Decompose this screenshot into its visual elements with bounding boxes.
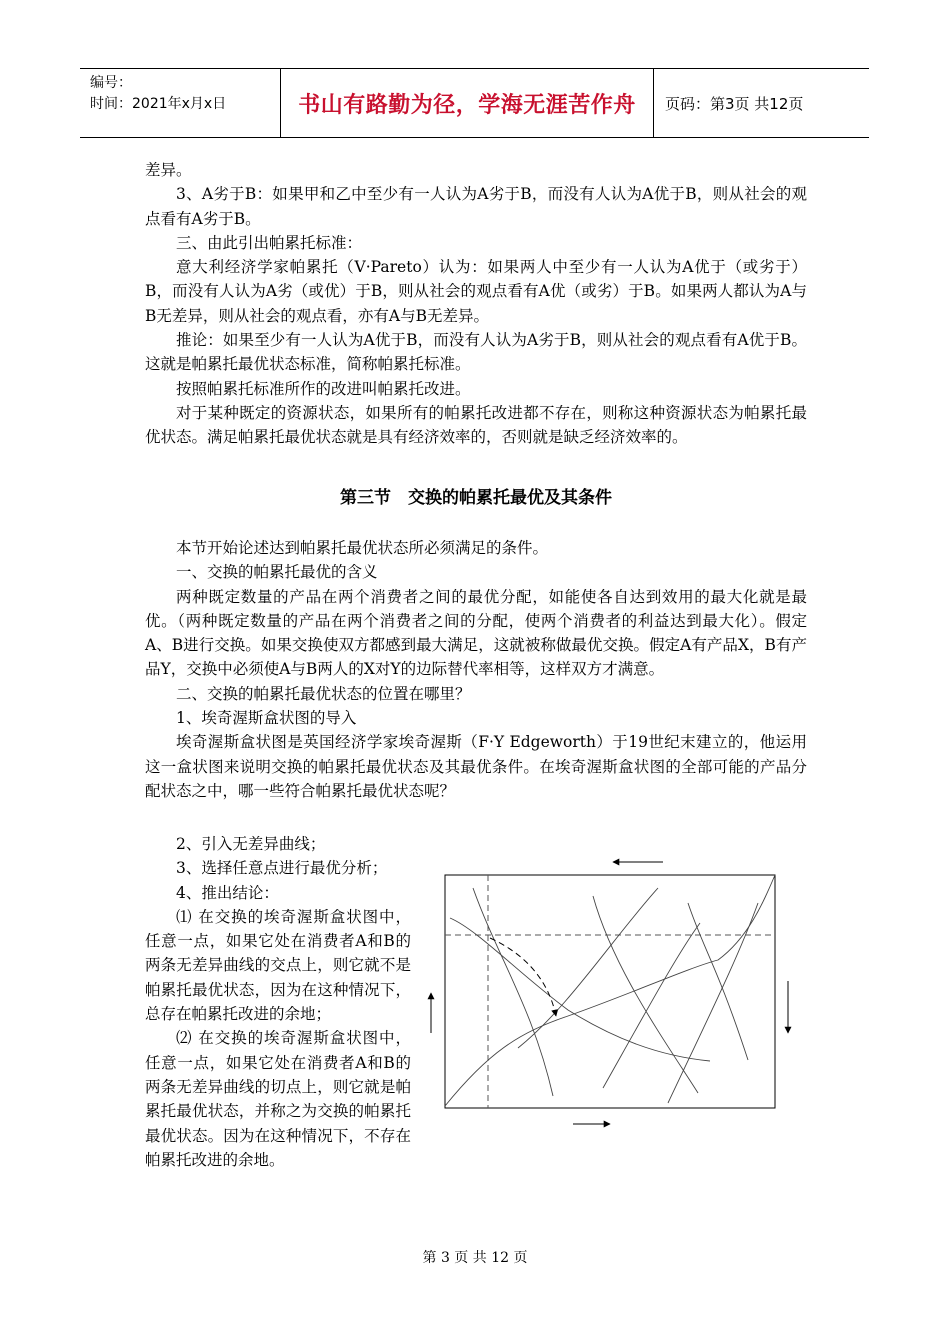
paragraph: 埃奇渥斯盒状图是英国经济学家埃奇渥斯（F·Y Edgeworth）于19世纪末建立的，他运用这一盒状图来说明交换的帕累托最优状态及其最优条件。在埃奇渥斯盒状图的全部可能的产品分配状态之中，哪一些符合帕累托最优状态呢？	[145, 733, 807, 800]
paragraph: 2、引入无差异曲线；	[176, 835, 326, 853]
section-text-block	[145, 536, 807, 803]
box-frame	[445, 875, 775, 1108]
indifference-curve-a	[593, 896, 698, 1093]
paragraph: 对于某种既定的资源状态，如果所有的帕累托改进都不存在，则称这种资源状态为帕累托最优状态。满足帕累托最优状态就是具有经济效率的，否则就是缺乏经济效率的。	[145, 403, 807, 447]
date-label: 时间：2021年x月x日	[90, 96, 227, 112]
header-meta	[80, 69, 280, 137]
indifference-curve-b	[518, 888, 658, 1048]
page-footer: 第 3 页 共 12 页	[422, 1250, 528, 1266]
paragraph: 三、由此引出帕累托标准：	[176, 233, 363, 252]
paragraph: 1、埃奇渥斯盒状图的导入	[176, 709, 357, 728]
header-motto: 书山有路勤为径，学海无涯苦作舟	[298, 91, 636, 118]
edgeworth-box-diagram	[418, 848, 808, 1138]
paragraph: 本节开始论述达到帕累托最优状态所必须满足的条件。	[176, 539, 549, 557]
indifference-curve-a	[450, 918, 710, 1061]
contract-curve	[445, 875, 775, 1106]
paragraph: 4、推出结论：	[176, 883, 279, 902]
paragraph: 3、选择任意点进行最优分析；	[176, 859, 388, 878]
paragraph: 按照帕累托标准所作的改进叫帕累托改进。	[176, 379, 471, 398]
paragraph: 3、A劣于B：如果甲和乙中至少有一人认为A劣于B，而没有人认为A优于B，则从社会的观点看有A劣于B。	[145, 185, 807, 228]
paragraph: 两种既定数量的产品在两个消费者之间的最优分配，如能使各自达到效用的最大化就是最优。（两种既定数量的产品在两个消费者之间的分配，使两个消费者的利益达到最大化）。假定A、B进行交换。如果交换使双方都感到最大满足，这就被称做最优交换。假定A有产品X，B有产品Y，交换中必须使A与B两人的X对Y的边际替代率相等，这样双方才满意。	[145, 587, 807, 679]
paragraph: 一、交换的帕累托最优的含义	[176, 563, 378, 582]
section-title: 第三节 交换的帕累托最优及其条件	[340, 488, 612, 508]
indifference-curve-b	[603, 923, 700, 1088]
paragraph: 推论：如果至少有一人认为A优于B，而没有人认为A劣于B，则从社会的观点看有A优于B。这就是帕累托最优状态标准，简称帕累托标准。	[145, 331, 807, 374]
header-divider	[653, 69, 654, 137]
serial-label: 编号：	[90, 75, 132, 91]
paragraph: 二、交换的帕累托最优状态的位置在哪里？	[176, 684, 471, 703]
header-page-info: 页码：第3页 共12页	[665, 95, 804, 113]
paragraph: 意大利经济学家帕累托（V·Pareto）认为：如果两人中至少有一人认为A优于（或劣于）B，而没有人认为A劣（或优）于B，则从社会的观点看有A优（或劣）于B。如果两人都认为A与B无差异，则从社会的观点看，亦有A与B无差异。	[145, 258, 807, 325]
left-column-text	[145, 832, 411, 1172]
page-header	[80, 68, 869, 138]
top-text-block	[145, 158, 807, 450]
paragraph: 差异。	[145, 161, 192, 179]
paragraph: ⑵ 在交换的埃奇渥斯盒状图中，任意一点，如果它处在消费者A和B的两条无差异曲线的切点上，则它就是帕累托最优状态，并称之为交换的帕累托最优状态。因为在这种情况下，不存在帕累托改进的余地。	[145, 1029, 411, 1169]
indifference-curve-a	[473, 888, 553, 1096]
paragraph: ⑴ 在交换的埃奇渥斯盒状图中，任意一点，如果它处在消费者A和B的两条无差异曲线的交点上，则它就不是帕累托最优状态，因为在这种情况下，总存在帕累托改进的余地；	[145, 907, 411, 1024]
